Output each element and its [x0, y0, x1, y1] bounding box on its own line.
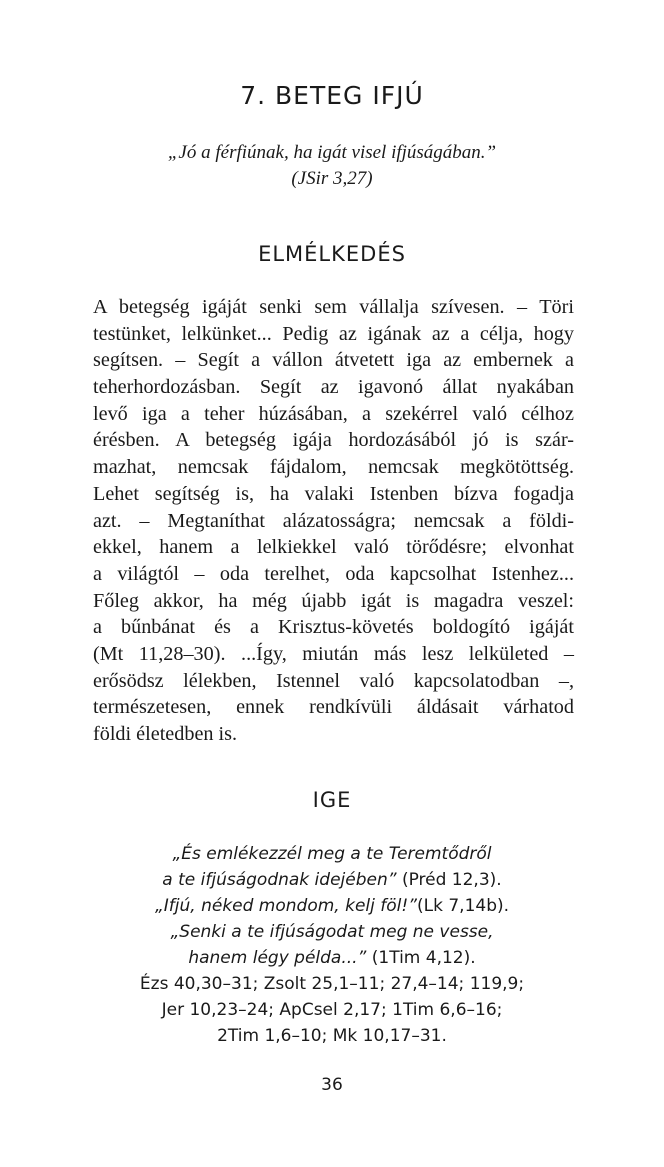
verse-reference: (Lk 7,14b). [417, 896, 510, 916]
epigraph-quote: „Jó a férfiúnak, ha igát visel ifjúságában.” [167, 142, 497, 163]
meditation-heading: ELMÉLKEDÉS [258, 242, 406, 266]
verse-line: „Senki a te ifjúságodat meg ne vesse, [170, 922, 494, 942]
chapter-title: 7. BETEG IFJÚ [240, 81, 424, 110]
verse-reference: (Préd 12,3). [396, 870, 502, 890]
paragraph-line: a bűnbánat és a Krisztus-követés boldogító igáját [93, 616, 574, 639]
paragraph-line: testünket, lelkünket... Pedig az igának az a célja, hogy [93, 322, 574, 345]
epigraph [0, 140, 664, 192]
verse-line [0, 893, 664, 919]
meditation-paragraph [93, 294, 574, 748]
paragraph-line: a világtól – oda terelhet, oda kapcsolhat Istenhez... [93, 562, 574, 585]
paragraph-line: erősödsz lélekben, Istennel való kapcsolatodban –, [93, 669, 574, 692]
verse-line: „És emlékezzél meg a te Teremtődről [172, 844, 492, 864]
verse-references: 2Tim 1,6–10; Mk 10,17–31. [217, 1026, 447, 1046]
paragraph-line: ekkel, hanem a lelkiekkel való törődésre; elvonhat [93, 536, 574, 559]
paragraph-line: segítsen. – Segít a vállon átvetett iga az embernek a [93, 349, 574, 372]
paragraph-line: érésben. A betegség igája hordozásából jó is szár- [93, 429, 574, 452]
paragraph-line: Főleg akkor, ha még újabb igát is magadra veszel: [93, 589, 574, 612]
verse-references: Ézs 40,30–31; Zsolt 25,1–11; 27,4–14; 119,9; [139, 974, 525, 994]
paragraph-line: A betegség igáját senki sem vállalja szívesen. – Töri [93, 296, 574, 318]
paragraph-line: azt. – Megtaníthat alázatosságra; nemcsak a földi- [93, 509, 574, 532]
verse-line [0, 945, 664, 971]
paragraph-line: földi életedben is. [93, 723, 238, 745]
paragraph-line: mazhat, nemcsak fájdalom, nemcsak megkötöttség. [93, 456, 574, 479]
scripture-verses [0, 841, 664, 1049]
verse-quote: „Ifjú, néked mondom, kelj föl!” [154, 896, 417, 916]
verse-quote: a te ifjúságodnak idejében” [162, 870, 397, 890]
paragraph-line: (Mt 11,28–30). ...Így, miután más lesz lelkületed – [93, 642, 574, 665]
paragraph-line: teherhordozásban. Segít az igavonó állat nyakában [93, 376, 574, 399]
page-number: 36 [321, 1075, 343, 1095]
paragraph-line: természetesen, ennek rendkívüli áldásait várhatod [93, 696, 574, 719]
verse-line [0, 867, 664, 893]
epigraph-reference: (JSir 3,27) [291, 168, 373, 189]
paragraph-line: Lehet segítség is, ha valaki Istenben bízva fogadja [93, 482, 574, 505]
verse-reference: (1Tim 4,12). [366, 948, 476, 968]
verse-quote: hanem légy példa...” [188, 948, 367, 968]
verse-references: Jer 10,23–24; ApCsel 2,17; 1Tim 6,6–16; [161, 1000, 503, 1020]
scripture-heading: IGE [312, 788, 352, 812]
paragraph-line: levő iga a teher húzásában, a szekérrel való célhoz [93, 402, 574, 425]
